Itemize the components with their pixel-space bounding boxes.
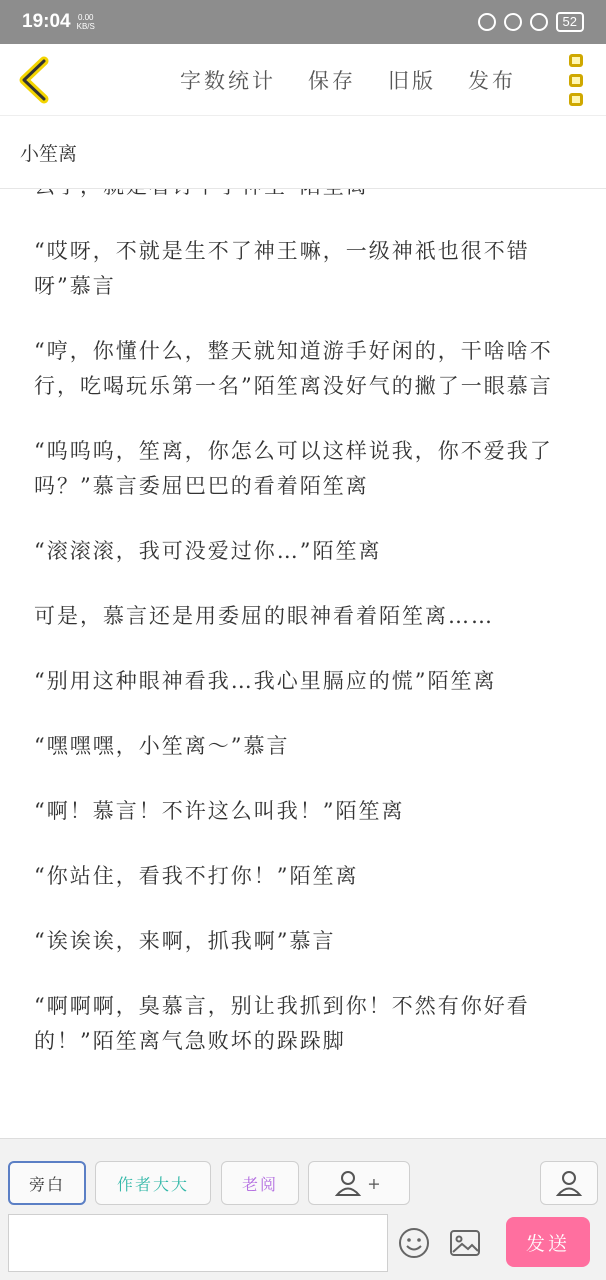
- role-author-button[interactable]: 作者大大: [95, 1161, 211, 1205]
- word-count-button[interactable]: 字数统计: [180, 68, 276, 93]
- story-paragraph: “啊！慕言！不许这么叫我！”陌笙离: [34, 799, 405, 823]
- message-input[interactable]: [8, 1214, 388, 1272]
- story-paragraph: “滚滚滚，我可没爱过你…”陌笙离: [34, 539, 382, 563]
- story-paragraph: “诶诶诶，来啊，抓我啊”慕言: [34, 929, 336, 953]
- composer-panel: [0, 1138, 606, 1280]
- editor-toolbar: [0, 44, 606, 116]
- story-paragraph: “哼，你懂什么，整天就知道游手好闲的，干啥啥不行，吃喝玩乐第一名”陌笙离没好气的撇了一眼慕言: [34, 339, 553, 398]
- smiley-icon: [398, 1227, 430, 1259]
- save-button[interactable]: 保存: [308, 68, 356, 93]
- role-old-friend-button[interactable]: 老阅: [221, 1161, 299, 1205]
- status-bar: [0, 0, 606, 44]
- chevron-left-icon: [16, 57, 50, 103]
- menu-dot-icon: [569, 93, 583, 106]
- plus-icon: +: [367, 1173, 383, 1193]
- network-speed-unit: KB/S: [76, 22, 95, 31]
- story-paragraph: “你站住，看我不打你！”陌笙离: [34, 864, 359, 888]
- emoji-button[interactable]: [398, 1227, 430, 1259]
- story-content[interactable]: [0, 189, 606, 1138]
- publish-button[interactable]: 发布: [468, 68, 516, 93]
- person-icon: [335, 1170, 361, 1196]
- vibrate-icon: [478, 13, 496, 31]
- location-icon: [530, 13, 548, 31]
- document-title[interactable]: 小笙离: [0, 117, 606, 189]
- status-time: 19:04: [22, 11, 71, 32]
- story-paragraph: “呜呜呜，笙离，你怎么可以这样说我，你不爱我了吗？”慕言委屈巴巴的看着陌笙离: [34, 439, 553, 498]
- image-button[interactable]: [449, 1227, 481, 1259]
- person-icon: [556, 1170, 582, 1196]
- story-paragraph: “啊啊啊，臭慕言，别让我抓到你！不然有你好看的！”陌笙离气急败坏的跺跺脚: [34, 994, 530, 1053]
- switch-role-button[interactable]: [540, 1161, 598, 1205]
- old-version-button[interactable]: 旧版: [388, 68, 436, 93]
- role-selector: [8, 1161, 598, 1207]
- story-paragraph: “别用这种眼神看我…我心里膈应的慌”陌笙离: [34, 669, 497, 693]
- network-speed-value: 0.00: [77, 13, 94, 22]
- menu-dot-icon: [569, 54, 583, 67]
- story-paragraph: “哎呀，不就是生不了神王嘛，一级神祇也很不错呀”慕言: [34, 239, 530, 298]
- menu-dot-icon: [569, 74, 583, 87]
- back-button[interactable]: [0, 44, 66, 116]
- battery-indicator: 52: [556, 12, 584, 32]
- lock-icon: [504, 13, 522, 31]
- network-speed: [77, 13, 95, 31]
- story-paragraph: “嘿嘿嘿，小笙离～”慕言: [34, 734, 290, 758]
- image-icon: [449, 1227, 481, 1259]
- status-icons: [478, 12, 584, 32]
- more-menu-button[interactable]: [564, 54, 588, 106]
- story-paragraph: 可是，慕言还是用委屈的眼神看着陌笙离……: [34, 604, 494, 628]
- role-narrator-button[interactable]: 旁白: [8, 1161, 86, 1205]
- send-button[interactable]: 发送: [506, 1217, 590, 1267]
- add-role-button[interactable]: [308, 1161, 410, 1205]
